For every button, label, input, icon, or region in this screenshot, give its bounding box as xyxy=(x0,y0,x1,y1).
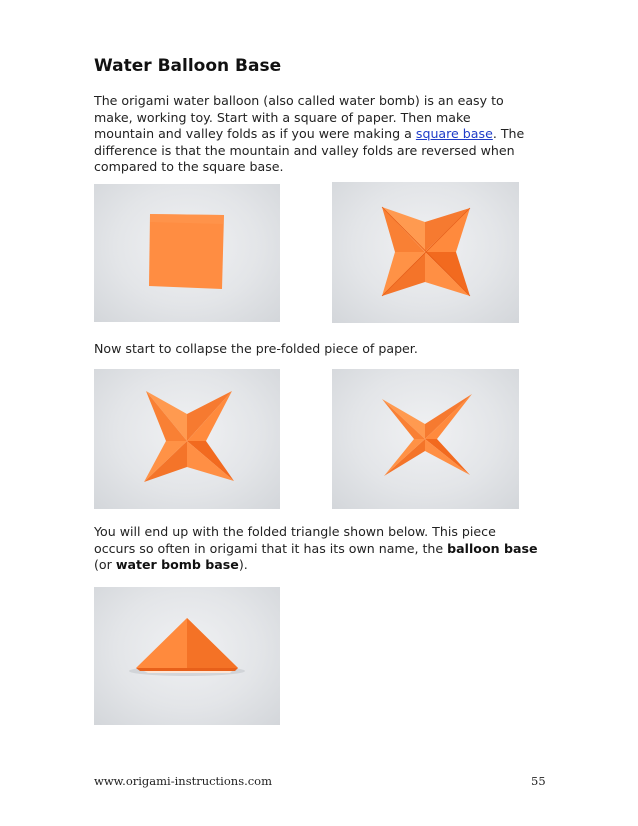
photo-collapsed-star xyxy=(332,369,519,509)
water-bomb-base-term: water bomb base xyxy=(115,557,239,572)
page-title: Water Balloon Base xyxy=(94,56,282,76)
balloon-base-triangle-image xyxy=(94,587,280,725)
page-number: 55 xyxy=(531,774,546,788)
photo-prefolded-square xyxy=(332,182,519,323)
orange-square-paper-image xyxy=(94,184,280,322)
result-line-3-start: (or xyxy=(94,557,116,572)
collapsed-star-paper-image xyxy=(332,369,519,509)
intro-line-3 xyxy=(94,126,546,143)
collapse-paragraph: Now start to collapse the pre-folded piece of paper. xyxy=(94,341,418,356)
result-line-2-start: occurs so often in origami that it has its own name, the xyxy=(94,540,448,556)
photo-partially-collapsed xyxy=(94,369,280,509)
prefolded-square-paper-image xyxy=(332,182,519,323)
balloon-base-term: balloon base xyxy=(447,540,538,556)
result-line-2 xyxy=(94,541,546,558)
intro-line-3-end: . The xyxy=(492,126,525,141)
footer-website: www.origami-instructions.com xyxy=(94,774,273,788)
intro-line-2: make, working toy. Start with a square of paper. Then make xyxy=(94,109,471,125)
intro-line-1: The origami water balloon (also called water bomb) is an easy to xyxy=(94,93,504,108)
partially-collapsed-paper-image xyxy=(94,369,280,509)
intro-paragraph xyxy=(94,93,546,176)
intro-line-5: compared to the square base. xyxy=(94,159,284,174)
result-paragraph xyxy=(94,524,546,574)
photo-balloon-base xyxy=(94,587,280,725)
intro-line-3-start: mountain and valley folds as if you were making a xyxy=(94,126,416,141)
photo-flat-square xyxy=(94,184,280,322)
result-line-3 xyxy=(94,557,546,574)
square-base-link[interactable]: square base xyxy=(415,126,493,141)
intro-line-4: difference is that the mountain and valley folds are reversed when xyxy=(94,142,515,158)
result-line-3-end: ). xyxy=(238,557,248,572)
result-line-1: You will end up with the folded triangle shown below. This piece xyxy=(94,524,496,539)
